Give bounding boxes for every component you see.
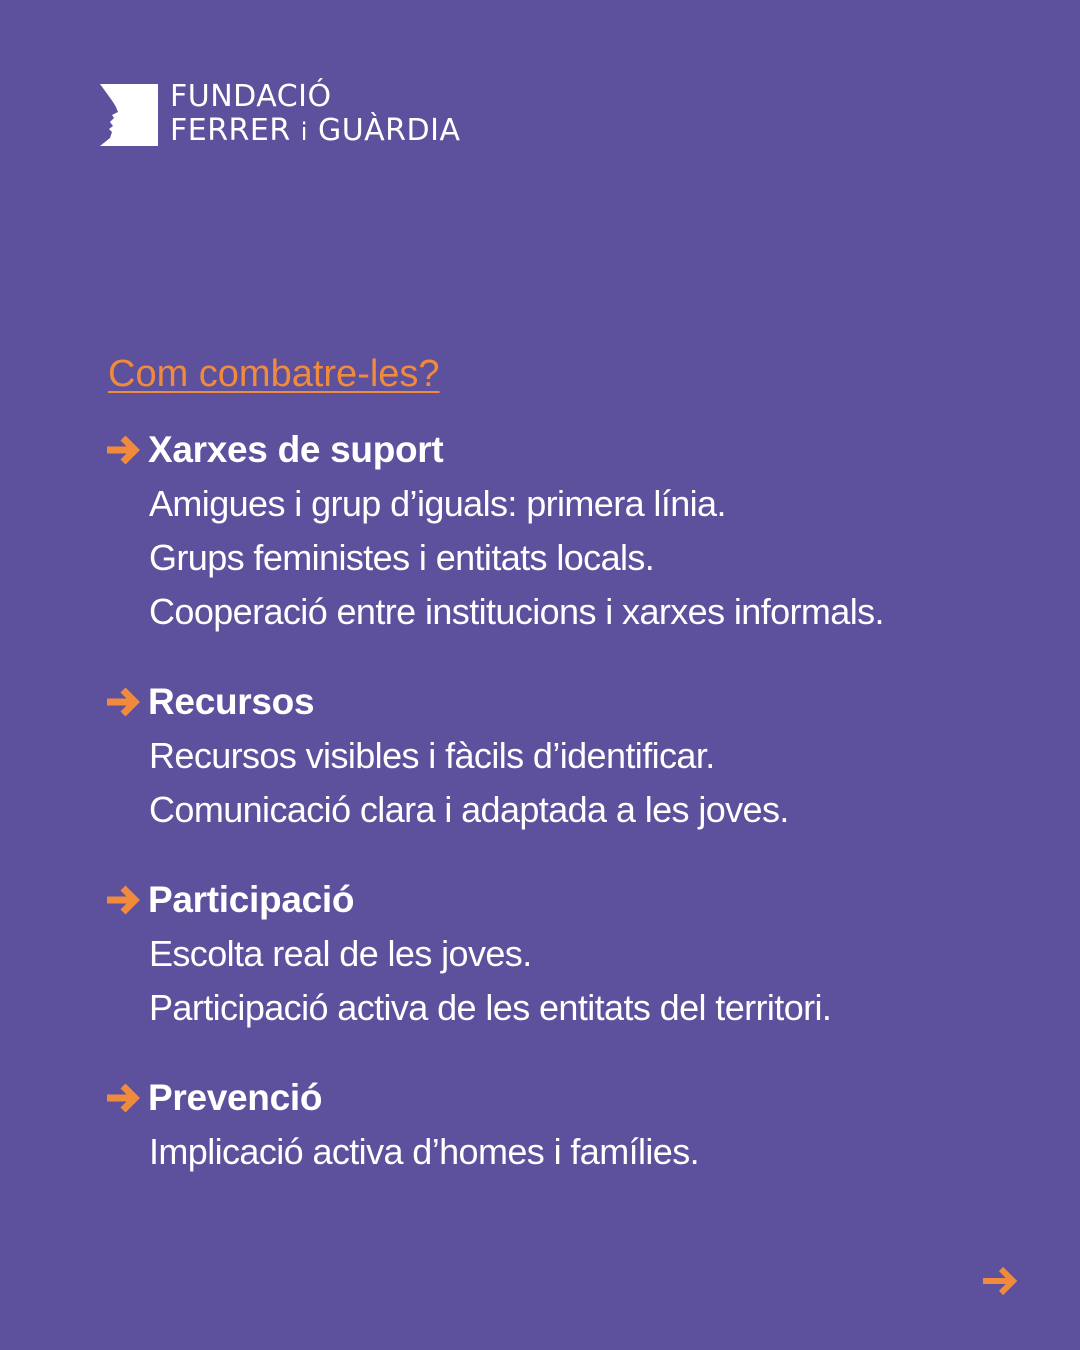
list-item: Grups feministes i entitats locals. (149, 537, 655, 578)
logo-wordmark (170, 80, 461, 149)
list-item: Comunicació clara i adaptada a les joves. (149, 789, 789, 830)
section-participacio (104, 873, 1044, 1035)
logo-line-2-connector: i (300, 118, 308, 146)
logo-line-2 (170, 114, 461, 149)
logo-line-2-part-b: GUÀRDIA (307, 113, 461, 148)
section-title: Recursos (148, 681, 315, 722)
profile-silhouette-logo-icon (98, 82, 160, 148)
logo-line-2-part-a: FERRER (170, 113, 301, 148)
section-lines (104, 927, 1044, 1035)
list-item: Cooperació entre institucions i xarxes informals. (149, 591, 884, 632)
section-title-row (104, 873, 1044, 927)
logo-line-1: FUNDACIÓ (170, 79, 332, 114)
section-title: Xarxes de suport (148, 429, 444, 470)
foundation-logo (98, 80, 461, 149)
section-recursos (104, 675, 1044, 837)
arrow-right-icon (104, 1081, 142, 1115)
section-title-row (104, 1071, 1044, 1125)
section-xarxes-de-suport (104, 423, 1044, 639)
list-item: Participació activa de les entitats del territori. (149, 987, 832, 1028)
section-title: Prevenció (148, 1077, 323, 1118)
arrow-right-icon (104, 883, 142, 917)
section-title-row (104, 423, 1044, 477)
section-prevencio (104, 1071, 1044, 1179)
list-item: Amigues i grup d’iguals: primera línia. (149, 483, 726, 524)
list-item: Recursos visibles i fàcils d’identificar. (149, 735, 715, 776)
list-item: Escolta real de les joves. (149, 933, 532, 974)
list-item: Implicació activa d’homes i famílies. (149, 1131, 700, 1172)
arrow-right-icon (104, 433, 142, 467)
arrow-right-icon (104, 685, 142, 719)
page-heading: Com combatre-les? (108, 353, 440, 395)
section-title: Participació (148, 879, 355, 920)
section-lines (104, 729, 1044, 837)
section-lines (104, 477, 1044, 639)
next-arrow-icon[interactable] (980, 1264, 1020, 1298)
section-title-row (104, 675, 1044, 729)
section-lines (104, 1125, 1044, 1179)
